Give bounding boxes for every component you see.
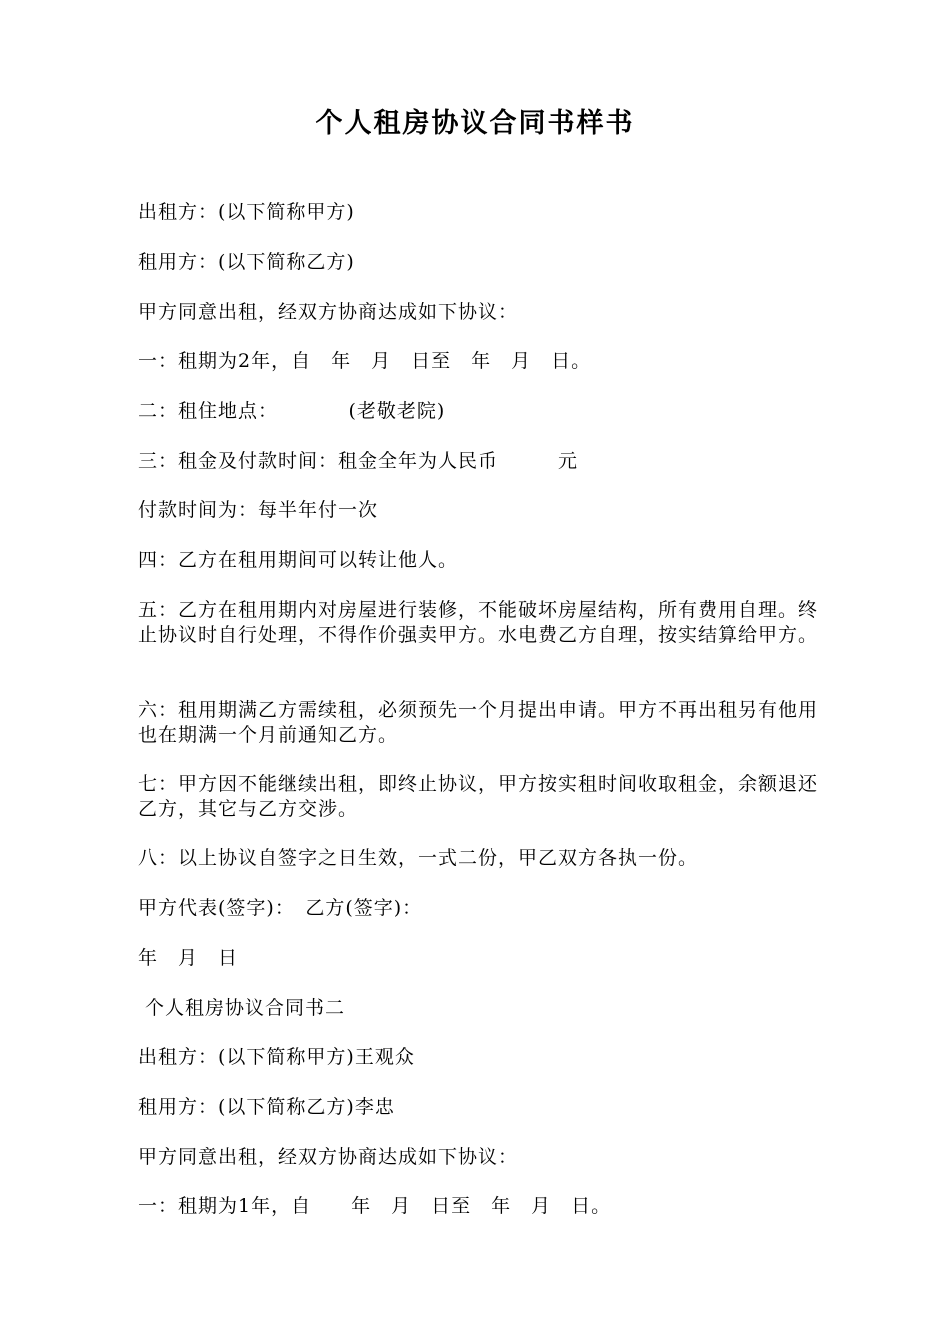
paragraph-second-lessee: 租用方：(以下简称乙方)李忠 xyxy=(138,1096,395,1118)
paragraph-lessee: 租用方：(以下简称乙方) xyxy=(138,251,355,273)
paragraph-second-contract-title: 个人租房协议合同书二 xyxy=(138,997,346,1019)
paragraph-clause-7: 七：甲方因不能继续出租，即终止协议，甲方按实租时间收取租金，余额退还乙方，其它与乙方交涉。 xyxy=(138,773,819,820)
paragraph-lessor: 出租方：(以下简称甲方) xyxy=(138,201,355,223)
paragraph-date: 年 月 日 xyxy=(138,947,239,969)
paragraph-clause-2: 二：租住地点： (老敬老院) xyxy=(138,400,446,422)
paragraph-clause-3: 三：租金及付款时间：租金全年为人民币 元 xyxy=(138,450,579,472)
paragraph-agreement-intro: 甲方同意出租，经双方协商达成如下协议： xyxy=(138,301,519,323)
paragraph-second-clause-1: 一：租期为1年，自 年 月 日至 年 月 日。 xyxy=(138,1195,612,1217)
paragraph-payment-time: 付款时间为：每半年付一次 xyxy=(138,499,379,521)
paragraph-second-intro: 甲方同意出租，经双方协商达成如下协议： xyxy=(138,1146,519,1168)
paragraph-clause-8: 八：以上协议自签字之日生效，一式二份，甲乙双方各执一份。 xyxy=(138,847,699,869)
paragraph-second-lessor: 出租方：(以下简称甲方)王观众 xyxy=(138,1046,415,1068)
paragraph-clause-6: 六：租用期满乙方需续租，必须预先一个月提出申请。甲方不再出租另有他用也在期满一个月前通知乙方。 xyxy=(138,699,819,746)
document-title: 个人租房协议合同书样书 xyxy=(315,108,635,139)
paragraph-clause-1: 一：租期为2年，自 年 月 日至 年 月 日。 xyxy=(138,350,592,372)
paragraph-clause-5: 五：乙方在租用期内对房屋进行装修，不能破坏房屋结构，所有费用自理。终止协议时自行处理，不得作价强卖甲方。水电费乙方自理，按实结算给甲方。 xyxy=(138,599,819,646)
paragraph-signatures: 甲方代表(签字)： 乙方(签字)： xyxy=(138,897,423,919)
paragraph-clause-4: 四：乙方在租用期间可以转让他人。 xyxy=(138,549,459,571)
